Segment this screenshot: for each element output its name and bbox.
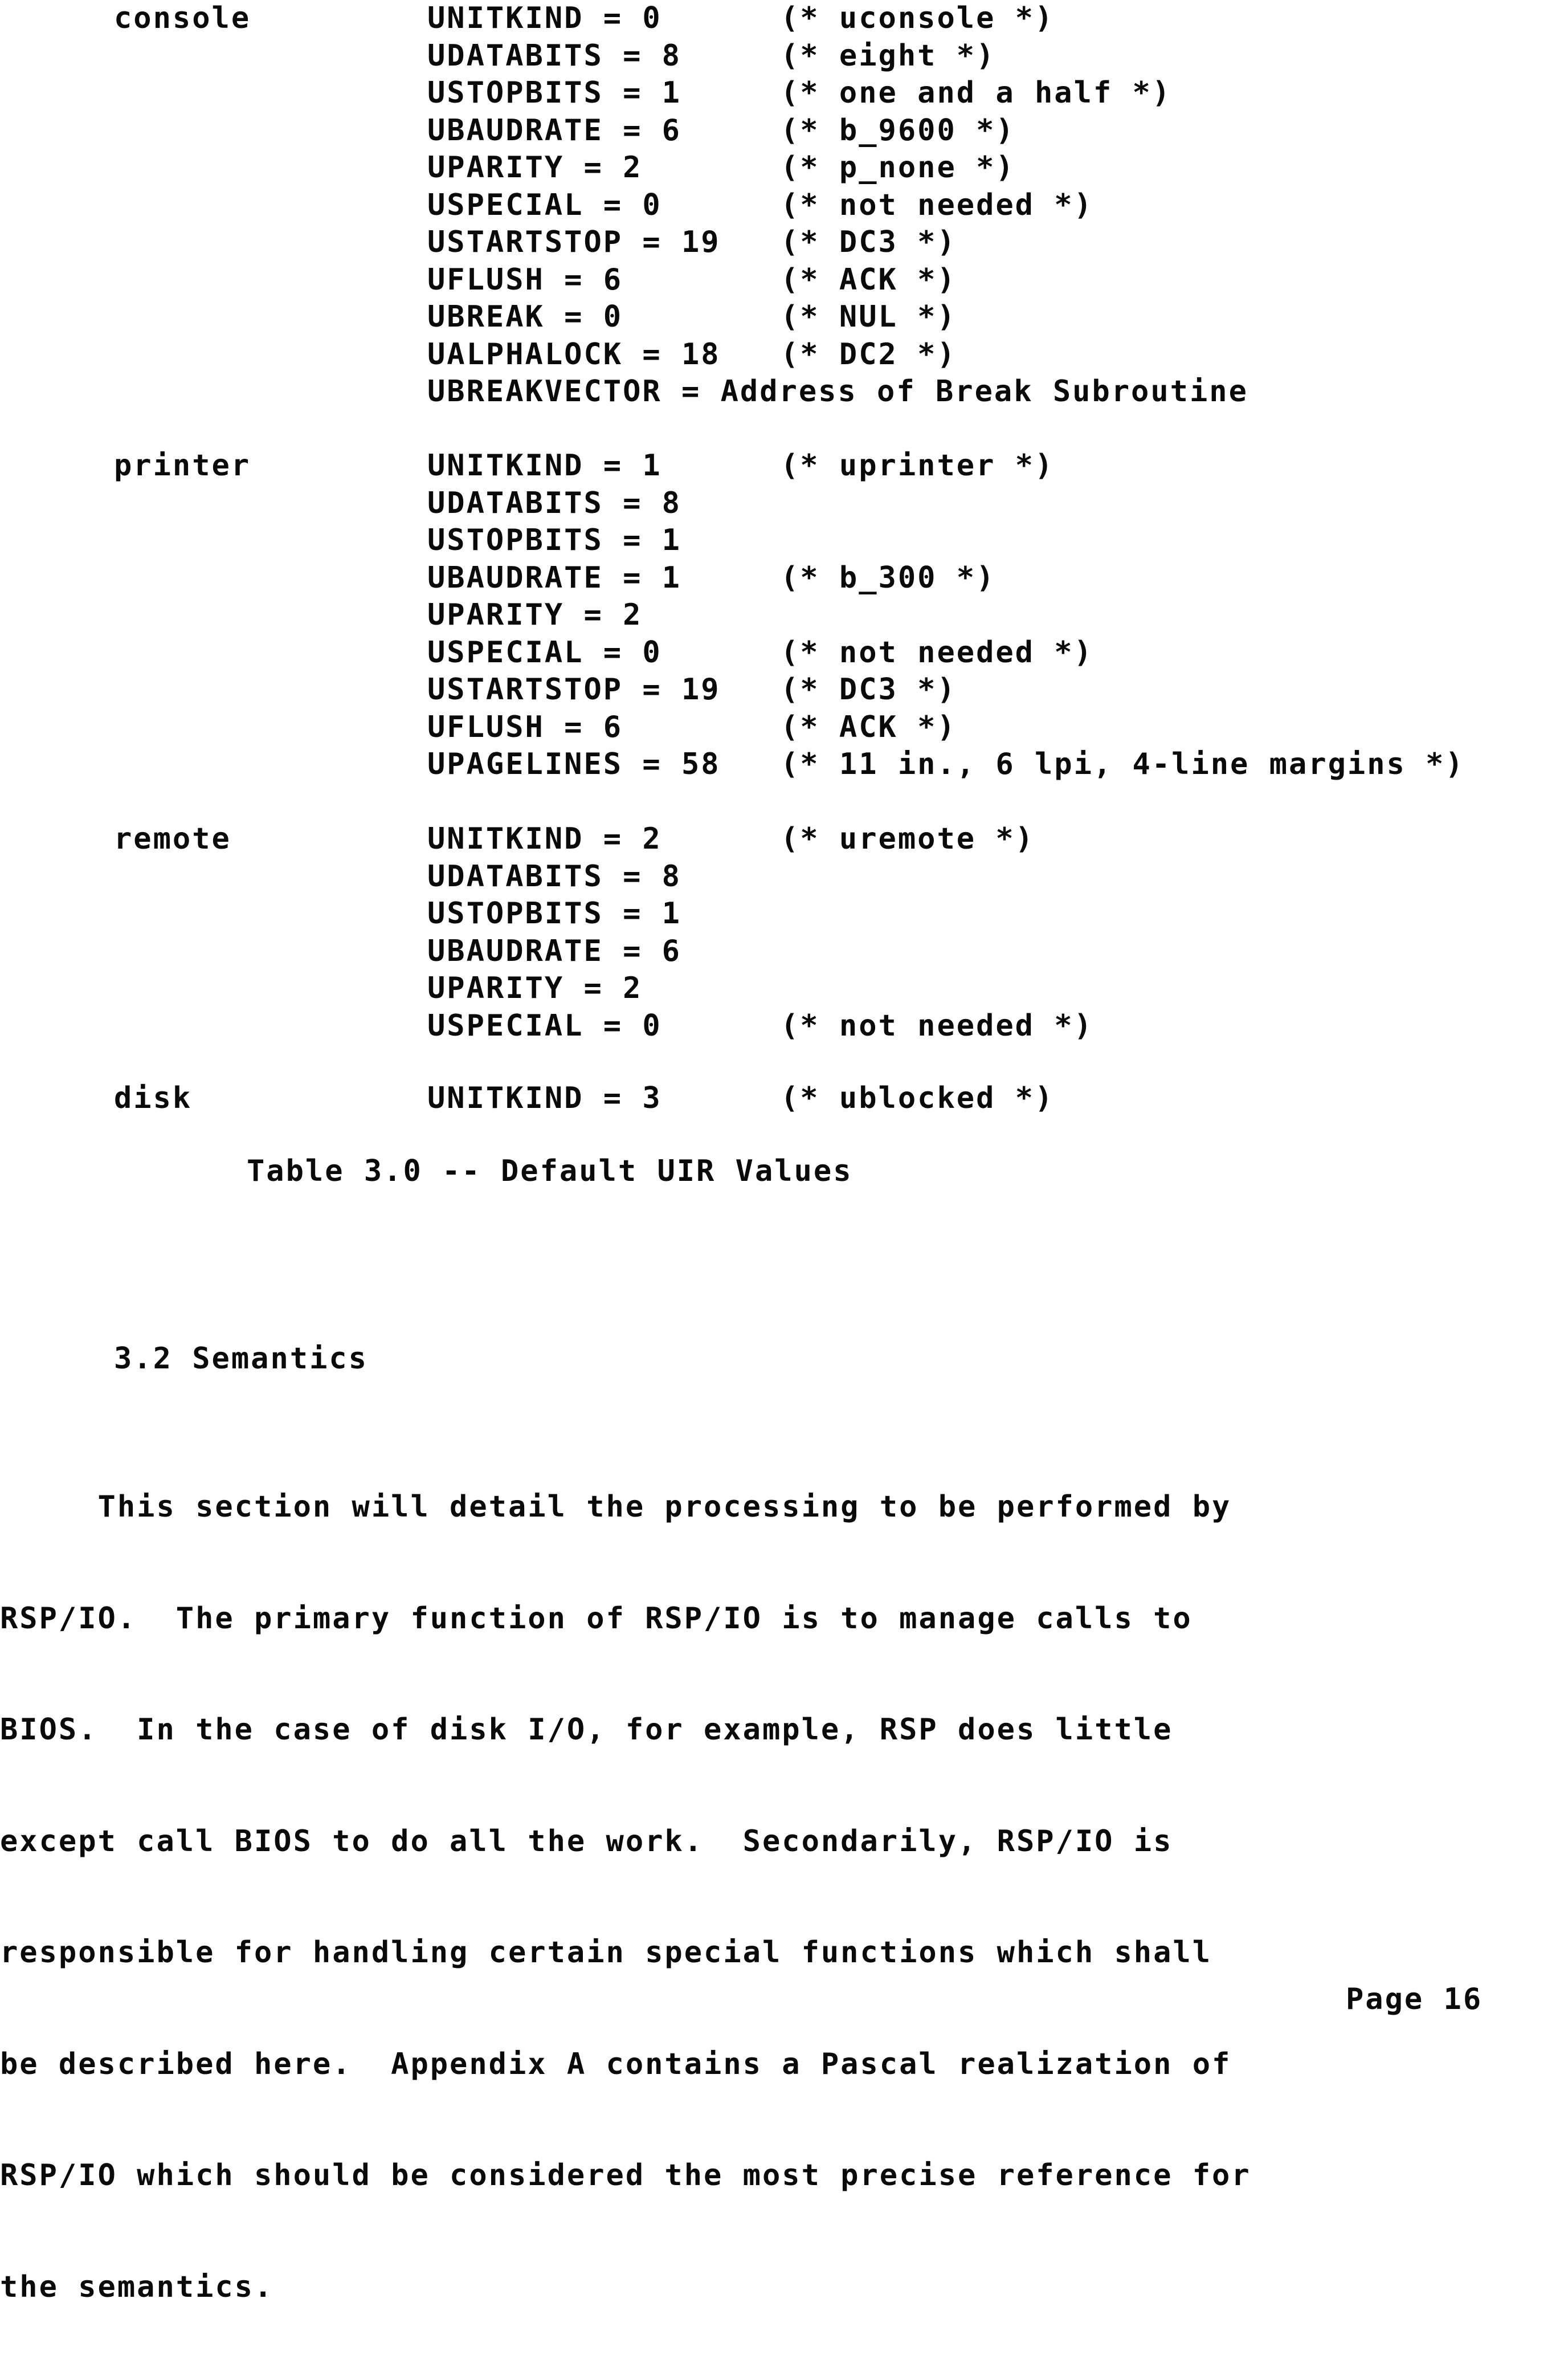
paragraph-line: RSP/IO which should be considered the most precise reference for (0, 2158, 1251, 2192)
field-comment: (* one and a half *) (781, 76, 1172, 111)
table-row (114, 970, 1093, 1008)
paragraph-line: responsible for handling certain special functions which shall (0, 1935, 1212, 1970)
field-assignment: USTOPBITS = 1 (427, 523, 681, 558)
field-assignment: UBREAK = 0 (427, 300, 623, 335)
field-assignment: UDATABITS = 8 (427, 859, 681, 894)
device-name: console (114, 1, 251, 36)
field-comment: (* p_none *) (781, 150, 1015, 185)
field-comment: (* ACK *) (781, 710, 957, 744)
field-assignment: UBREAKVECTOR = Address of Break Subroutine (427, 374, 1248, 409)
table-row (114, 1008, 1093, 1045)
device-name: remote (114, 822, 231, 857)
table-row (114, 485, 1465, 523)
section-paragraph (0, 1415, 1251, 2380)
table-row (114, 933, 1093, 971)
field-comment: (* not needed *) (781, 635, 1093, 670)
device-name: disk (114, 1081, 193, 1116)
table-row (114, 447, 1465, 485)
field-comment: (* not needed *) (781, 1008, 1093, 1043)
table-row (114, 262, 1171, 299)
page-number: Page 16 (1346, 1982, 1483, 2016)
field-assignment: USPECIAL = 0 (427, 635, 662, 670)
table-row (114, 38, 1171, 75)
table-row (114, 149, 1171, 187)
field-comment: (* uremote *) (781, 822, 1035, 857)
field-comment: (* b_9600 *) (781, 113, 1015, 148)
table-row (114, 634, 1465, 672)
table-row (114, 746, 1465, 784)
field-assignment: USPECIAL = 0 (427, 188, 662, 222)
paragraph-line: RSP/IO. The primary function of RSP/IO is to manage calls to (0, 1601, 1193, 1636)
field-assignment: UPARITY = 2 (427, 150, 643, 185)
table-row (114, 1080, 1054, 1118)
field-comment: (* ACK *) (781, 262, 957, 297)
field-assignment: UBAUDRATE = 6 (427, 113, 681, 148)
field-assignment: UPARITY = 2 (427, 971, 643, 1006)
field-assignment: UDATABITS = 8 (427, 486, 681, 520)
field-comment: (* uconsole *) (781, 1, 1055, 36)
paragraph-line: the semantics. (0, 2269, 274, 2304)
table-row (114, 373, 1248, 411)
field-assignment: UBAUDRATE = 1 (427, 560, 681, 595)
device-block-printer (114, 447, 1465, 784)
field-assignment: UNITKIND = 2 (427, 822, 662, 857)
table-row (114, 187, 1171, 225)
field-assignment: USTOPBITS = 1 (427, 896, 681, 931)
field-assignment: UNITKIND = 0 (427, 1, 662, 36)
device-name: printer (114, 449, 251, 483)
field-assignment: USPECIAL = 0 (427, 1008, 662, 1043)
table-row (114, 895, 1093, 933)
field-assignment: UNITKIND = 3 (427, 1081, 662, 1116)
field-comment: (* DC3 *) (781, 673, 957, 707)
field-assignment: USTARTSTOP = 19 (427, 673, 721, 707)
field-comment: (* NUL *) (781, 300, 957, 335)
field-comment: (* not needed *) (781, 188, 1093, 222)
device-block-remote (114, 821, 1093, 1045)
table-row (114, 821, 1093, 858)
table-row (114, 560, 1465, 597)
field-assignment: UPAGELINES = 58 (427, 747, 721, 782)
table-row (114, 671, 1465, 709)
device-block-console (114, 0, 1248, 411)
field-comment: (* uprinter *) (781, 449, 1055, 483)
field-comment: (* b_300 *) (781, 560, 996, 595)
field-assignment: UPARITY = 2 (427, 598, 643, 633)
field-assignment: UALPHALOCK = 18 (427, 337, 721, 372)
field-assignment: UBAUDRATE = 6 (427, 934, 681, 968)
table-row (114, 75, 1171, 112)
table-row (114, 336, 1171, 374)
field-comment: (* 11 in., 6 lpi, 4-line margins *) (781, 747, 1465, 782)
field-comment: (* DC3 *) (781, 225, 957, 260)
table-row (114, 709, 1465, 747)
field-comment: (* eight *) (781, 38, 996, 73)
field-assignment: UNITKIND = 1 (427, 449, 662, 483)
table-row (114, 0, 1171, 38)
section-heading: 3.2 Semantics (114, 1342, 368, 1376)
device-block-disk (114, 1080, 1054, 1118)
field-assignment: USTOPBITS = 1 (427, 76, 681, 111)
table-row (114, 224, 1171, 262)
paragraph-line: BIOS. In the case of disk I/O, for example, RSP does little (0, 1713, 1173, 1747)
field-assignment: UDATABITS = 8 (427, 38, 681, 73)
paragraph-line: be described here. Appendix A contains a Pascal realization of (0, 2047, 1232, 2081)
table-row (114, 522, 1465, 560)
field-comment: (* ublocked *) (781, 1081, 1055, 1116)
table-row (114, 858, 1093, 896)
field-assignment: UFLUSH = 6 (427, 710, 623, 744)
field-comment: (* DC2 *) (781, 337, 957, 372)
table-row (114, 597, 1465, 634)
table-caption: Table 3.0 -- Default UIR Values (247, 1154, 853, 1188)
paragraph-line: This section will detail the processing to be performed by (0, 1490, 1232, 1524)
field-assignment: USTARTSTOP = 19 (427, 225, 721, 260)
field-assignment: UFLUSH = 6 (427, 262, 623, 297)
table-row (114, 299, 1171, 336)
paragraph-line: except call BIOS to do all the work. Secondarily, RSP/IO is (0, 1824, 1173, 1859)
table-row (114, 112, 1171, 150)
